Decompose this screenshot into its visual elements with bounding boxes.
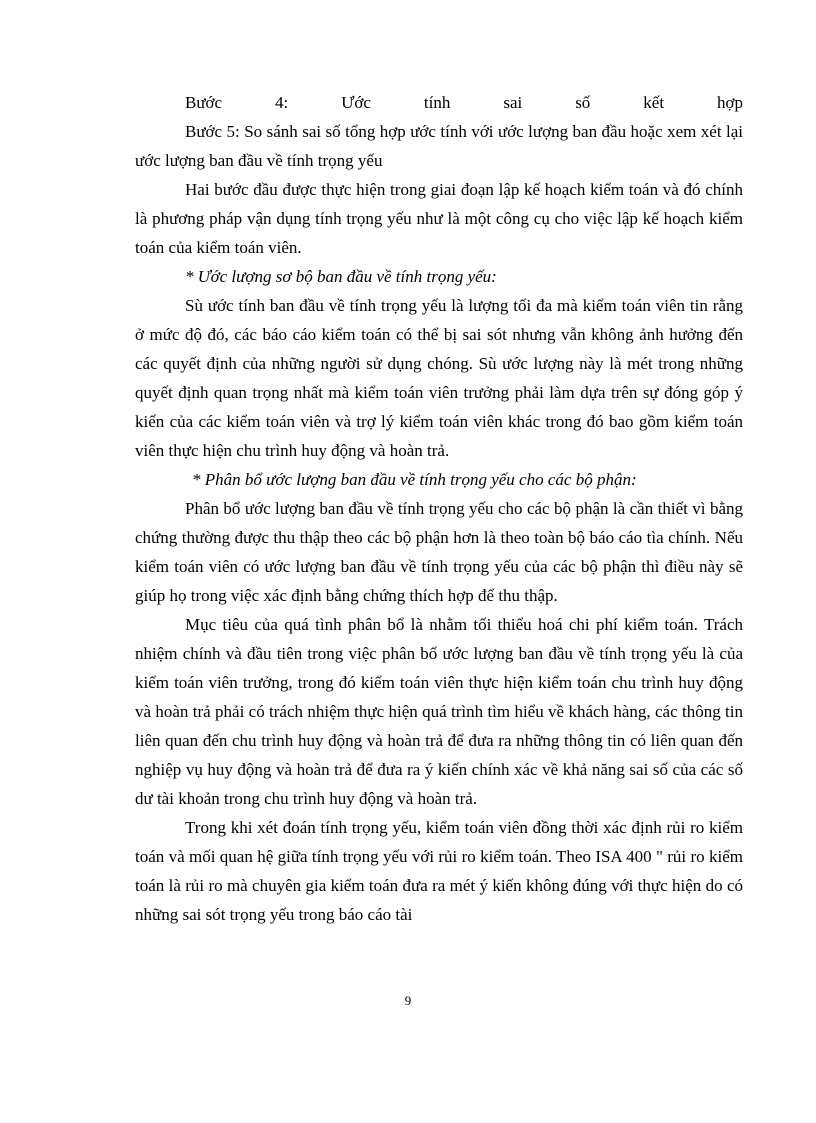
initial-estimate-paragraph: Sù ước tính ban đầu về tính trọng yếu là lượng tối đa mà kiểm toán viên tin rằng ở mức độ đó, các báo cáo kiểm toán có thể bị sai sót nhưng vẫn không ảnh hưởng đến các quyết định của những người sử dụng chóng. Sù ước lượng này là mét trong những quyết định quan trọng nhất mà kiểm toán viên trưởng phải làm dựa trên sự đóng góp ý kiến của các kiểm toán viên và trợ lý kiểm toán viên khác trong đó bao gồm kiểm toán viên thực hiện chu trình huy động và hoàn trả. [135, 296, 743, 460]
audit-risk-paragraph: Trong khi xét đoán tính trọng yếu, kiểm toán viên đồng thời xác định rủi ro kiểm toán và mối quan hệ giữa tính trọng yếu với rủi ro kiểm toán. Theo ISA 400 " rủi ro kiểm toán là rủi ro mà chuyên gia kiểm toán đưa ra mét ý kiến không đúng với thực hiện do có những sai sót trọng yếu trong báo cáo tài [135, 818, 743, 924]
intro-paragraph: Hai bước đầu được thực hiện trong giai đoạn lập kế hoạch kiểm toán và đó chính là phương pháp vận dụng tính trọng yếu như là một công cụ cho việc lập kế hoạch kiểm toán của kiểm toán viên. [135, 180, 743, 257]
section-heading-allocation: * Phân bổ ước lượng ban đầu về tính trọng yếu cho các bộ phận: [192, 470, 637, 489]
allocation-paragraph: Phân bổ ước lượng ban đầu về tính trọng yếu cho các bộ phận là cần thiết vì bằng chứng thường được thu thập theo các bộ phận hơn là theo toàn bộ báo cáo tìa chính. Nếu kiểm toán viên có ước lượng ban đầu về tính trọng yếu của các bộ phận thì điều này sẽ giúp họ trong việc xác định bằng chứng thích hợp để thu thập. [135, 499, 743, 605]
section-heading-initial-estimate: * Ước lượng sơ bộ ban đầu về tính trọng yếu: [185, 267, 497, 286]
step-5-paragraph: Bước 5: So sánh sai số tổng hợp ước tính với ước lượng ban đầu hoặc xem xét lại ước lượng ban đầu về tính trọng yếu [135, 122, 743, 170]
objective-paragraph: Mục tiêu của quá tình phân bổ là nhằm tối thiểu hoá chi phí kiểm toán. Trách nhiệm chính và đầu tiên trong việc phân bổ ước lượng ban đầu về tính trọng yếu là của kiểm toán viên trưởng, trong đó kiểm toán viên thực hiện kiểm toán chu trình huy động và hoàn trả phải có trách nhiệm thực hiện quá trình tìm hiểu về khách hàng, các thông tin liên quan đến chu trình huy động và hoàn trả để đưa ra những thông tin có liên quan đến nghiệp vụ huy động và hoàn trả để đưa ra ý kiến chính xác về khả năng sai số của các số dư tài khoản trong chu trình huy động và hoàn trả. [135, 615, 743, 808]
body-text [135, 88, 743, 929]
page-number: 9 [404, 993, 412, 1008]
step-4-line: Bước 4: Ước tính sai số kết hợp [185, 93, 743, 112]
